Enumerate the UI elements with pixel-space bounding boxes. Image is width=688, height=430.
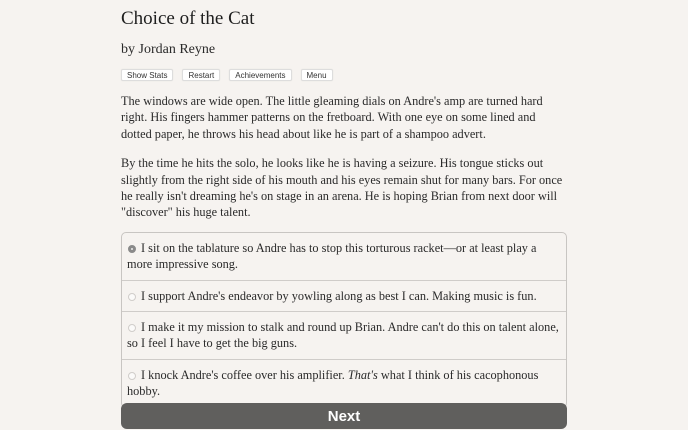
choice-text: I sit on the tablature so Andre has to stop this torturous racket—or at least play a more impressive song.	[127, 240, 537, 272]
choice-text: I support Andre's endeavor by yowling along as best I can. Making music is fun.	[141, 288, 537, 303]
author-byline: by Jordan Reyne	[121, 42, 216, 57]
choice-text: I make it my mission to stalk and round up Brian. Andre can't do this on talent alone, so I feel I have to get the big guns.	[127, 320, 559, 351]
radio-unselected-icon[interactable]	[128, 293, 136, 301]
choice-text-start: I knock Andre's coffee over his amplifier.	[141, 367, 348, 382]
choice-option-2[interactable]	[122, 280, 566, 311]
restart-button[interactable]: Restart	[182, 69, 220, 81]
choice-list	[121, 232, 567, 408]
passage-paragraph-1: The windows are wide open. The little gleaming dials on Andre's amp are turned hard right. His fingers hammer patterns on the fretboard. With one eye on some lined and dotted paper, he throws his head about like he is part of a shampoo advert.	[121, 94, 543, 141]
game-container	[121, 0, 567, 408]
choice-option-3[interactable]	[122, 311, 566, 359]
show-stats-button[interactable]: Show Stats	[121, 69, 173, 81]
next-button[interactable]: Next	[121, 403, 567, 429]
radio-unselected-icon[interactable]	[128, 372, 136, 380]
passage-paragraph-2: By the time he hits the solo, he looks like he is having a seizure. His tongue sticks out slightly from the right side of his mouth and his eyes remain shut for many bars. For once he really isn't dreaming he's on stage in an arena. He is hoping Brian from next door will "discover" his huge talent.	[121, 156, 563, 220]
achievements-button[interactable]: Achievements	[229, 69, 291, 81]
choice-text-end: what I think of his cacophonous hobby.	[127, 367, 539, 399]
menu-button[interactable]: Menu	[301, 69, 333, 81]
choice-option-4[interactable]	[122, 359, 566, 407]
choice-text-emphasis: That's	[347, 367, 378, 382]
game-title: Choice of the Cat	[121, 8, 255, 29]
toolbar	[121, 69, 567, 82]
radio-unselected-icon[interactable]	[128, 324, 136, 332]
radio-selected-icon[interactable]	[128, 245, 136, 253]
choice-option-1[interactable]	[122, 233, 566, 280]
